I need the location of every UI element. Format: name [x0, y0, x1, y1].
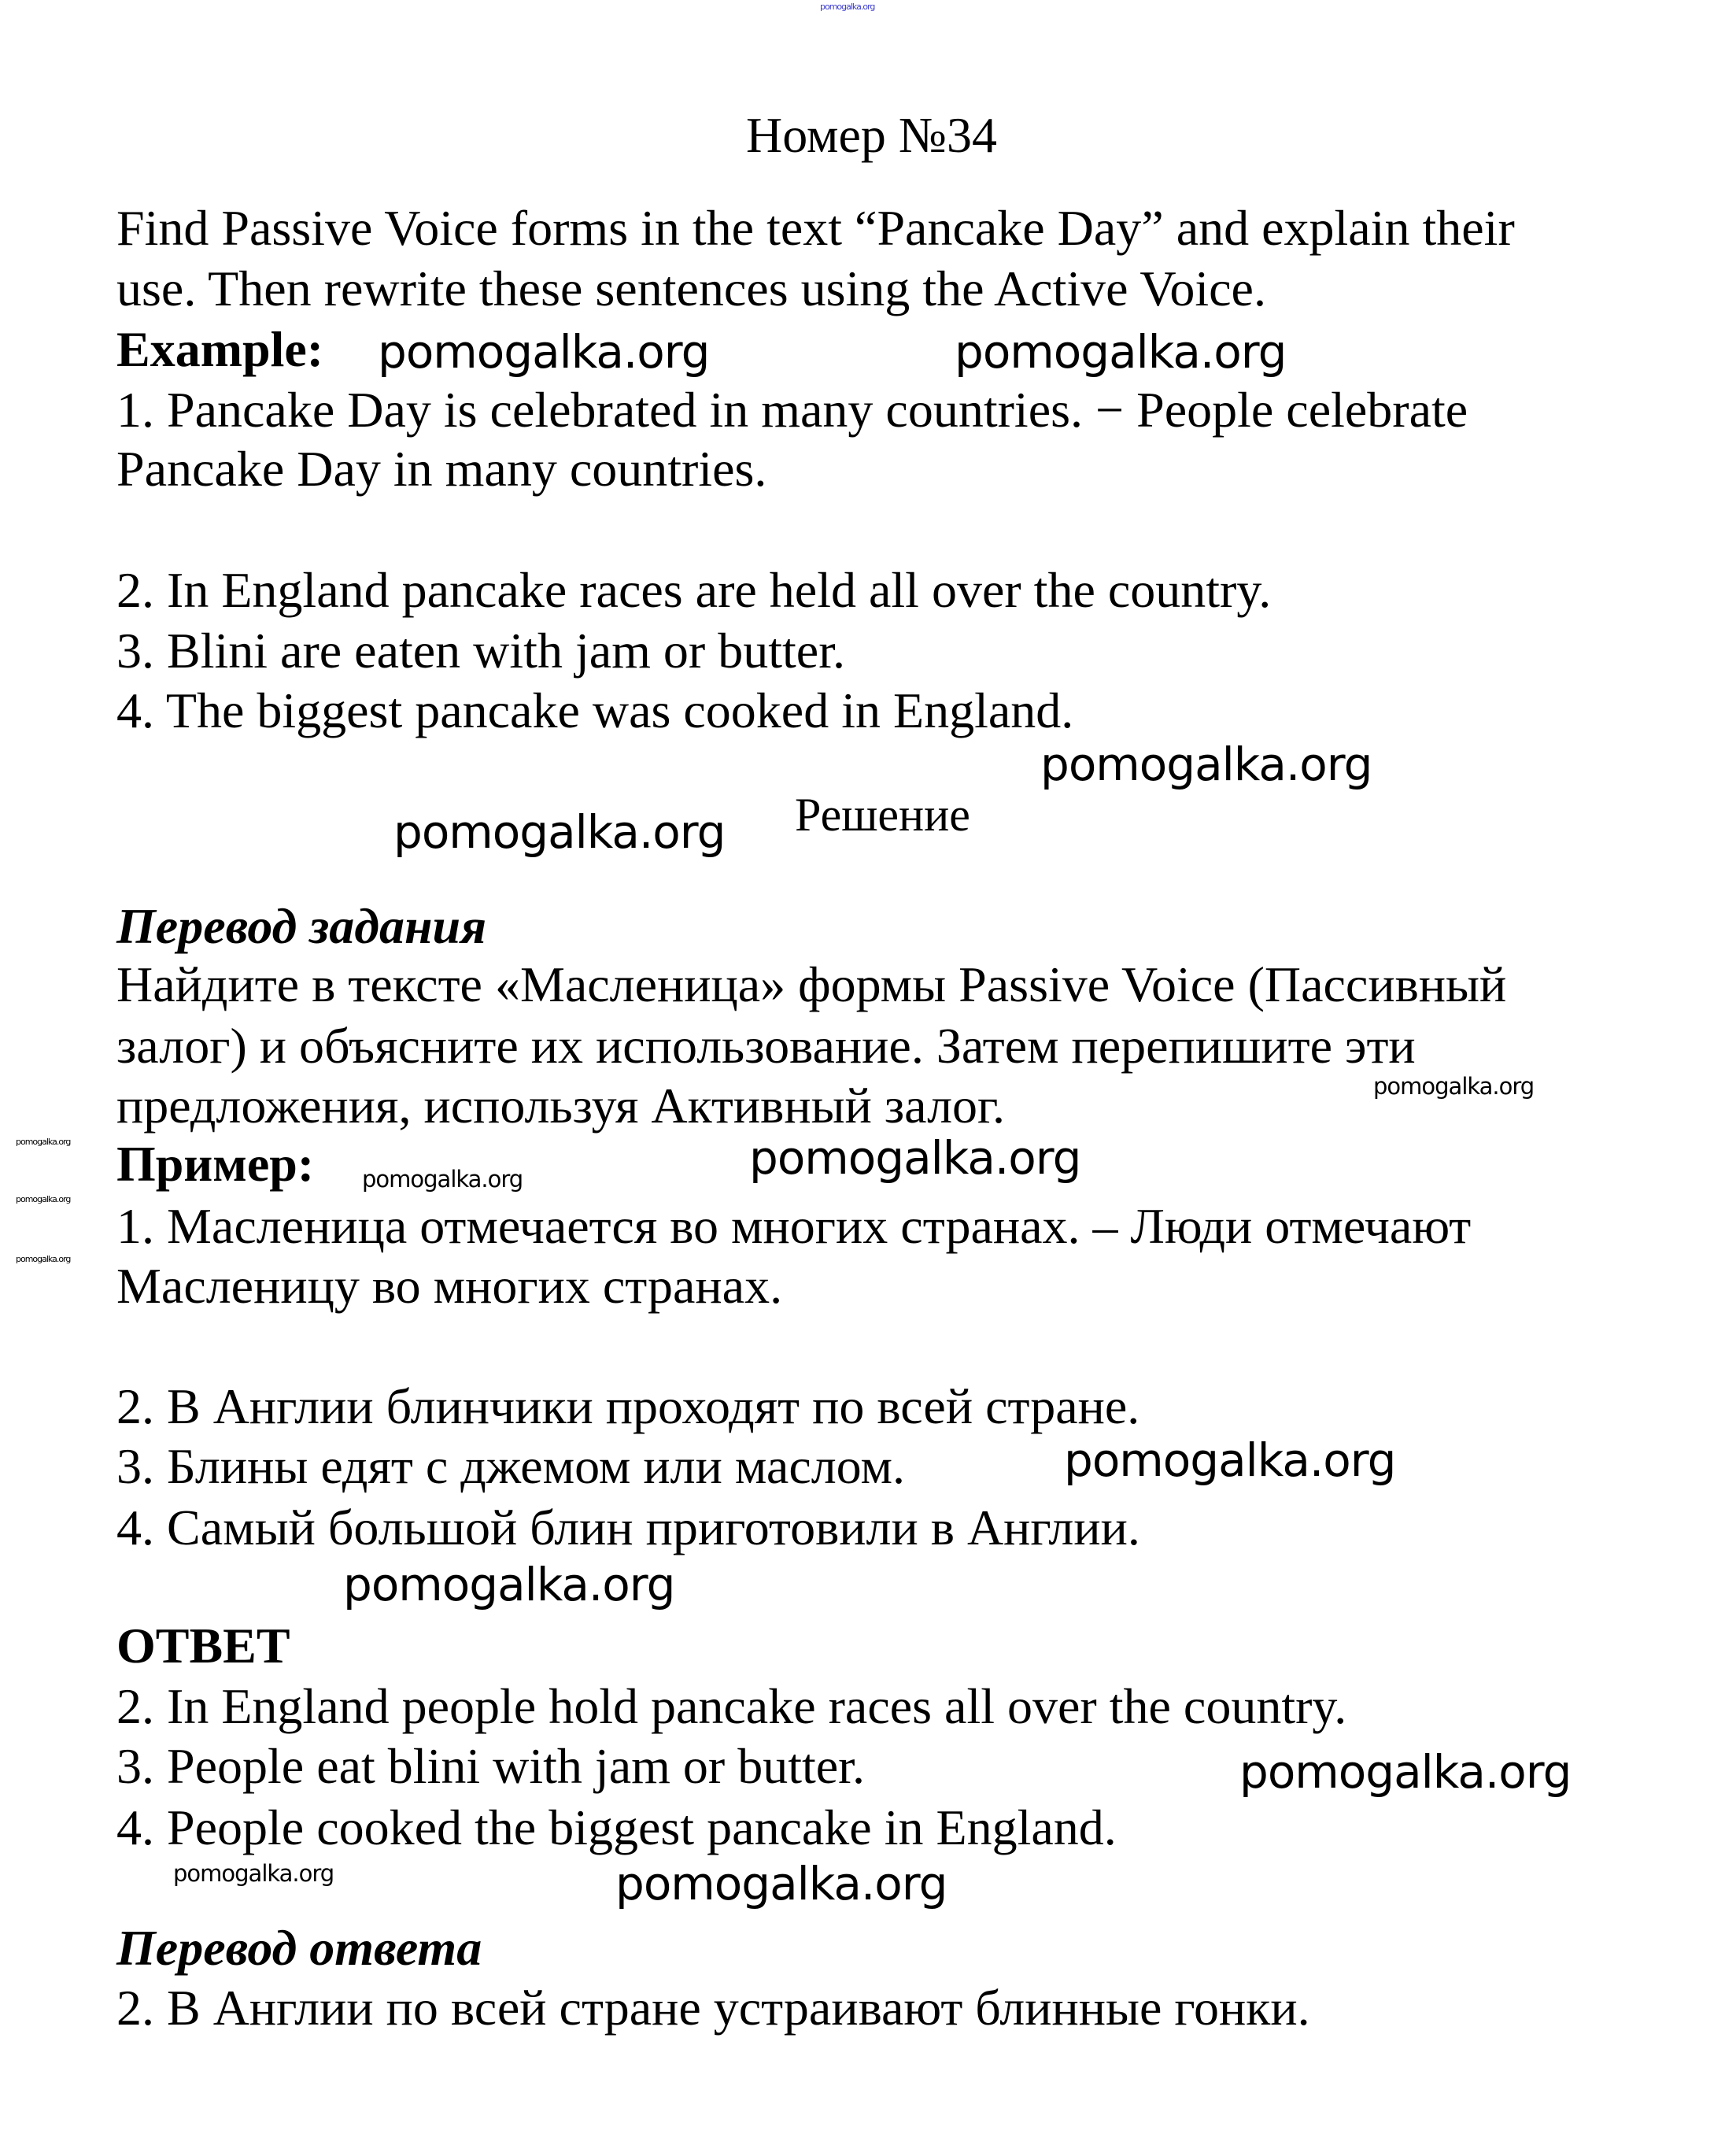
watermark: pomogalka.org	[955, 325, 1287, 379]
watermark: pomogalka.org	[16, 1254, 71, 1264]
translation-heading: Перевод задания	[116, 898, 487, 954]
example-line: Pancake Day in many countries.	[116, 441, 767, 497]
sentence: 2. In England pancake races are held all over the country.	[116, 562, 1272, 618]
task-line: use. Then rewrite these sentences using the Active Voice.	[116, 261, 1266, 316]
watermark: pomogalka.org	[343, 1558, 675, 1611]
task-line: Find Passive Voice forms in the text “Pancake Day” and explain their	[116, 200, 1515, 256]
watermark: pomogalka.org	[16, 1194, 71, 1204]
example-ru-line: Масленицу во многих странах.	[116, 1258, 783, 1314]
example-line: 1. Pancake Day is celebrated in many countries. − People celebrate	[116, 382, 1468, 438]
sentence-ru: 4. Самый большой блин приготовили в Англии.	[116, 1500, 1140, 1555]
watermark: pomogalka.org	[362, 1166, 523, 1193]
watermark: pomogalka.org	[615, 1857, 947, 1910]
solution-label: Решение	[795, 789, 970, 841]
answer-ru-line: 2. В Англии по всей стране устраивают блинные гонки.	[116, 1980, 1310, 2036]
watermark: pomogalka.org	[1064, 1433, 1396, 1487]
answer-line: 4. People cooked the biggest pancake in England.	[116, 1799, 1117, 1855]
watermark: pomogalka.org	[749, 1131, 1081, 1185]
watermark: pomogalka.org	[1040, 738, 1372, 791]
example-label: Example:	[116, 321, 324, 377]
answer-translation-heading: Перевод ответа	[116, 1920, 482, 1976]
watermark: pomogalka.org	[393, 805, 726, 859]
example-ru-label: Пример:	[116, 1136, 315, 1192]
watermark: pomogalka.org	[1239, 1745, 1572, 1799]
watermark: pomogalka.org	[378, 325, 710, 379]
translation-line: залог) и объясните их использование. Затем перепишите эти	[116, 1018, 1416, 1074]
example-ru-line: 1. Масленица отмечается во многих странах. – Люди отмечают	[116, 1198, 1472, 1254]
watermark: pomogalka.org	[1373, 1073, 1535, 1100]
answer-line: 2. In England people hold pancake races all over the country.	[116, 1678, 1347, 1734]
answer-line: 3. People eat blini with jam or butter.	[116, 1738, 865, 1794]
sentence: 4. The biggest pancake was cooked in England.	[116, 682, 1074, 738]
answer-heading: ОТВЕТ	[116, 1618, 290, 1674]
watermark: pomogalka.org	[16, 1137, 71, 1147]
page-title: Номер №34	[746, 107, 997, 163]
watermark: pomogalka.org	[173, 1860, 334, 1887]
sentence: 3. Blini are eaten with jam or butter.	[116, 623, 845, 679]
translation-line: предложения, используя Активный залог.	[116, 1078, 1006, 1134]
header-watermark: pomogalka.org	[820, 2, 875, 12]
translation-line: Найдите в тексте «Масленица» формы Passive Voice (Пассивный	[116, 956, 1507, 1012]
sentence-ru: 3. Блины едят с джемом или маслом.	[116, 1438, 905, 1494]
sentence-ru: 2. В Англии блинчики проходят по всей стране.	[116, 1378, 1140, 1434]
